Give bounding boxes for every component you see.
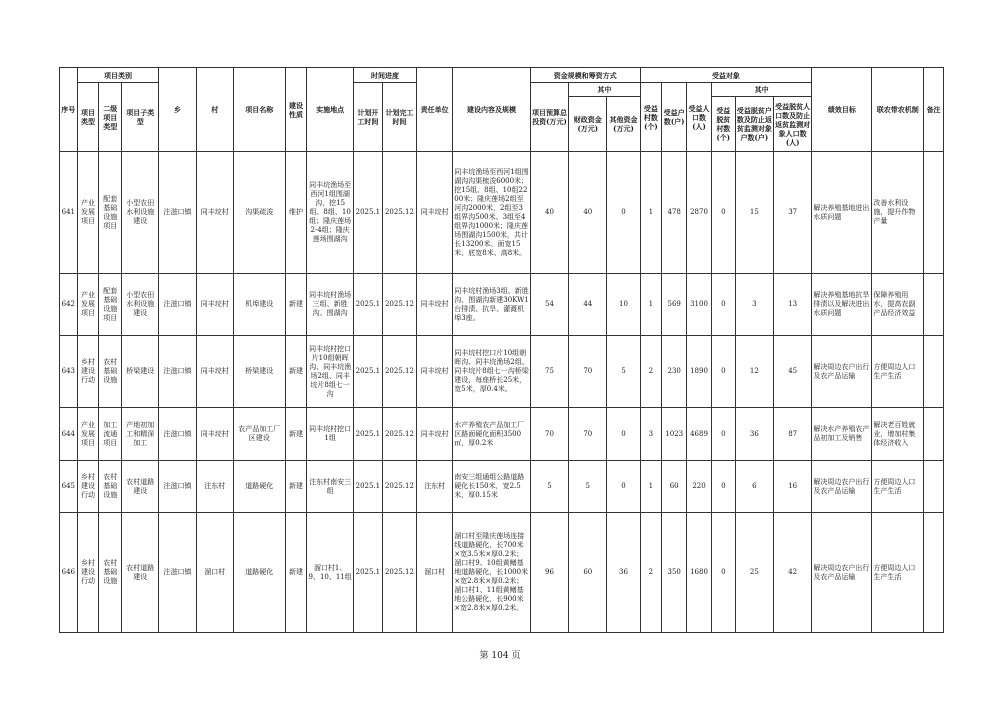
cell-poverty-villages: 0 [711, 461, 735, 513]
cell-location: 同丰垸村挖口1组 [307, 408, 354, 461]
cell-remark [924, 408, 944, 461]
cell-linkage: 方便周边人口生产生活 [872, 513, 924, 633]
cell-start: 2025.1 [353, 461, 382, 513]
project-table [59, 67, 944, 633]
cell-poverty-villages: 0 [711, 336, 735, 408]
cell-poverty-villages: 0 [711, 408, 735, 461]
cell-poverty-population: 45 [774, 336, 812, 408]
cell-benefit-population: 220 [687, 461, 712, 513]
cell-project-name: 桥梁建设 [233, 336, 285, 408]
cell-village: 同丰垸村 [196, 408, 233, 461]
cell-nature: 新建 [285, 513, 307, 633]
header-benefit-population: 受益人口数(人) [687, 83, 712, 152]
header-project-name: 项目名称 [233, 68, 285, 152]
cell-goal: 解决养殖基地进出水质问题 [812, 152, 872, 274]
table-row [60, 513, 944, 633]
cell-benefit-population: 4689 [687, 408, 712, 461]
cell-benefit-households: 60 [662, 461, 687, 513]
cell-nature: 维护 [285, 152, 307, 274]
page-number: 第 104 页 [479, 651, 521, 661]
cell-remark [924, 513, 944, 633]
cell-seq: 645 [60, 461, 78, 513]
cell-poverty-households: 15 [735, 152, 773, 274]
cell-project-type: 乡村建设行动 [77, 461, 99, 513]
cell-project-name: 沟渠疏浚 [233, 152, 285, 274]
cell-poverty-households: 6 [735, 461, 773, 513]
cell-other: 10 [607, 274, 640, 336]
cell-end: 2025.12 [382, 274, 416, 336]
cell-village: 同丰垸村 [196, 152, 233, 274]
cell-township: 注滋口镇 [159, 336, 196, 408]
cell-sub-type: 小型农田水利设施建设 [122, 274, 159, 336]
cell-remark [924, 336, 944, 408]
header-remarks: 备注 [924, 68, 944, 152]
cell-poverty-households: 12 [735, 336, 773, 408]
cell-poverty-villages: 0 [711, 513, 735, 633]
cell-project-name: 机埠建设 [233, 274, 285, 336]
cell-township: 注滋口镇 [159, 461, 196, 513]
cell-seq: 644 [60, 408, 78, 461]
cell-end: 2025.12 [382, 513, 416, 633]
cell-content: 水产养殖农产品加工厂区路面硬化面积3500㎡，厚0.2米 [453, 408, 531, 461]
cell-seq: 641 [60, 152, 78, 274]
cell-poverty-population: 16 [774, 461, 812, 513]
cell-nature: 新建 [285, 336, 307, 408]
cell-township: 注滋口镇 [159, 408, 196, 461]
header-village: 村 [196, 68, 233, 152]
header-content-scale: 建设内容及规模 [453, 68, 531, 152]
cell-end: 2025.12 [382, 336, 416, 408]
cell-benefit-households: 350 [662, 513, 687, 633]
cell-poverty-villages: 0 [711, 274, 735, 336]
cell-benefit-households: 1023 [662, 408, 687, 461]
cell-secondary-type: 配套基础设施项目 [99, 152, 122, 274]
cell-linkage: 方便周边人口生产生活 [872, 461, 924, 513]
header-funding: 资金规模和筹资方式 [530, 68, 640, 83]
cell-project-name: 道路硬化 [233, 461, 285, 513]
cell-sub-type: 农村道路建设 [122, 513, 159, 633]
cell-benefit-population: 3100 [687, 274, 712, 336]
cell-benefit-population: 1680 [687, 513, 712, 633]
cell-budget: 40 [530, 152, 568, 274]
cell-poverty-population: 13 [774, 274, 812, 336]
cell-unit: 同丰垸村 [417, 336, 453, 408]
cell-start: 2025.1 [353, 513, 382, 633]
cell-secondary-type: 农村基础设施 [99, 461, 122, 513]
header-project-category: 项目类别 [77, 68, 159, 83]
cell-content: 溜口村至隆庆莲场连接线道路硬化，长700米×宽3.5米×厚0.2米； 溜口村9、10组黄鳝基地道路硬化，长1000米×宽2.8米×厚0.2米； 溜口村1、11组黄鳝基地公路硬化，长900米×宽2.8米×厚0.2米。 [453, 513, 531, 633]
cell-secondary-type: 配套基础设施项目 [99, 274, 122, 336]
cell-project-type: 产业发展项目 [77, 408, 99, 461]
cell-benefit-population: 2870 [687, 152, 712, 274]
cell-unit: 溜口村 [417, 513, 453, 633]
cell-secondary-type: 农村基础设施 [99, 513, 122, 633]
header-beneficiary: 受益对象 [640, 68, 812, 83]
cell-village: 溜口村 [196, 513, 233, 633]
cell-benefit-villages: 1 [640, 152, 662, 274]
table-row [60, 152, 944, 274]
cell-fiscal: 60 [569, 513, 607, 633]
cell-other: 5 [607, 336, 640, 408]
cell-seq: 643 [60, 336, 78, 408]
cell-goal: 解决养殖基地抗旱排渍以及解决进出水质问题 [812, 274, 872, 336]
cell-village: 同丰垸村 [196, 336, 233, 408]
cell-village: 同丰垸村 [196, 274, 233, 336]
header-goal: 绩效目标 [812, 68, 872, 152]
header-poverty-villages: 受益脱贫村数(个) [711, 97, 735, 152]
cell-location: 注东村南安三组 [307, 461, 354, 513]
cell-sub-type: 农村道路建设 [122, 461, 159, 513]
header-linkage: 联农带农机制 [872, 68, 924, 152]
cell-benefit-households: 230 [662, 336, 687, 408]
cell-poverty-households: 25 [735, 513, 773, 633]
cell-budget: 54 [530, 274, 568, 336]
header-secondary-type: 二级项目类型 [99, 83, 122, 152]
cell-village: 注东村 [196, 461, 233, 513]
cell-poverty-households: 36 [735, 408, 773, 461]
header-planned-start: 计划开工时间 [353, 83, 382, 152]
cell-end: 2025.12 [382, 408, 416, 461]
cell-benefit-villages: 2 [640, 336, 662, 408]
cell-fiscal: 70 [569, 336, 607, 408]
cell-budget: 5 [530, 461, 568, 513]
cell-goal: 解决周边农户出行及农产品运输 [812, 461, 872, 513]
cell-fiscal: 5 [569, 461, 607, 513]
header-township: 乡 [159, 68, 196, 152]
header-other-funds: 其他资金(万元) [607, 97, 640, 152]
cell-secondary-type: 加工流通项目 [99, 408, 122, 461]
cell-linkage: 改善水利设施，提升作物产量 [872, 152, 924, 274]
cell-unit: 同丰垸村 [417, 408, 453, 461]
cell-sub-type: 桥梁建设 [122, 336, 159, 408]
cell-project-name: 道路硬化 [233, 513, 285, 633]
cell-fiscal: 44 [569, 274, 607, 336]
cell-benefit-villages: 2 [640, 513, 662, 633]
cell-location: 同丰垸村渔场三组、新胜沟、围湖沟 [307, 274, 354, 336]
cell-nature: 新建 [285, 408, 307, 461]
cell-budget: 70 [530, 408, 568, 461]
cell-other: 0 [607, 461, 640, 513]
cell-benefit-households: 478 [662, 152, 687, 274]
cell-poverty-population: 42 [774, 513, 812, 633]
cell-start: 2025.1 [353, 336, 382, 408]
cell-township: 注滋口镇 [159, 152, 196, 274]
table-row [60, 274, 944, 336]
cell-benefit-households: 569 [662, 274, 687, 336]
cell-benefit-villages: 1 [640, 274, 662, 336]
cell-project-type: 产业发展项目 [77, 152, 99, 274]
cell-seq: 642 [60, 274, 78, 336]
header-poverty-households: 受益脱贫户数及防止返贫监测对象户数(户) [735, 97, 773, 152]
cell-township: 注滋口镇 [159, 274, 196, 336]
cell-nature: 新建 [285, 461, 307, 513]
cell-content: 同丰垸渔场至西河1组围湖沟沟渠梳浚6000米；挖15组、8组、10组2200米；隆庆莲场2组至河沟2000米，2组至3组界沟500米、3组至4组界沟1000米；隆庆莲场围湖沟1500米，共计长13200米、面宽15米、底宽8米、高8米。 [453, 152, 531, 274]
cell-remark [924, 152, 944, 274]
cell-fiscal: 40 [569, 152, 607, 274]
header-beneficiary-of-which: 其中 [711, 83, 811, 97]
cell-project-name: 农产品加工厂区建设 [233, 408, 285, 461]
cell-nature: 新建 [285, 274, 307, 336]
cell-poverty-households: 3 [735, 274, 773, 336]
cell-location: 同丰垸渔场至西河1组围湖沟，挖15组、8组、10组；隆庆莲场2-4组；隆庆莲场围湖沟 [307, 152, 354, 274]
cell-goal: 解决周边农户出行及农产品运输 [812, 513, 872, 633]
header-location: 实施地点 [307, 68, 354, 152]
cell-start: 2025.1 [353, 408, 382, 461]
cell-project-type: 产业发展项目 [77, 274, 99, 336]
cell-content: 南安三组通组公路道路硬化长150米，宽2.5米，厚0.15米 [453, 461, 531, 513]
header-budget-total: 项目预算总投资(万元) [530, 83, 568, 152]
header-planned-finish: 计划完工时间 [382, 83, 416, 152]
header-sub-type: 项目子类型 [122, 83, 159, 152]
cell-goal: 解决周边农户出行及农产品运输 [812, 336, 872, 408]
cell-start: 2025.1 [353, 152, 382, 274]
cell-sub-type: 产地初加工和精深加工 [122, 408, 159, 461]
cell-unit: 同丰垸村 [417, 152, 453, 274]
table-row [60, 461, 944, 513]
cell-budget: 96 [530, 513, 568, 633]
cell-seq: 646 [60, 513, 78, 633]
cell-unit: 注东村 [417, 461, 453, 513]
cell-location: 同丰垸村挖口片10组朝晖沟、同丰垸渔场2组、同丰垸片8组七一沟 [307, 336, 354, 408]
cell-end: 2025.12 [382, 152, 416, 274]
header-poverty-population: 受益脱贫人口数及防止返贫监测对象人口数(人) [774, 97, 812, 152]
cell-benefit-villages: 1 [640, 461, 662, 513]
cell-project-type: 乡村建设行动 [77, 336, 99, 408]
table-row [60, 408, 944, 461]
cell-location: 溜口村1、9、10、11组 [307, 513, 354, 633]
header-fiscal-funds: 财政资金(万元) [569, 97, 607, 152]
cell-goal: 解决水产养殖农产品初加工及销售 [812, 408, 872, 461]
cell-benefit-villages: 3 [640, 408, 662, 461]
cell-other: 0 [607, 408, 640, 461]
table-row [60, 336, 944, 408]
cell-poverty-population: 37 [774, 152, 812, 274]
cell-project-type: 乡村建设行动 [77, 513, 99, 633]
cell-linkage: 方便周边人口生产生活 [872, 336, 924, 408]
cell-content: 同丰垸村渔场3组、新胜沟、围湖沟新建30KW1台排渍、抗旱、灌溉机埠3座。 [453, 274, 531, 336]
cell-poverty-villages: 0 [711, 152, 735, 274]
cell-sub-type: 小型农田水利设施建设 [122, 152, 159, 274]
header-seq: 序号 [60, 68, 78, 152]
cell-linkage: 解决老百姓就业，增加村集体经济收入 [872, 408, 924, 461]
header-benefit-households: 受益户数(户) [662, 83, 687, 152]
cell-secondary-type: 农村基础设施 [99, 336, 122, 408]
cell-remark [924, 461, 944, 513]
cell-end: 2025.12 [382, 461, 416, 513]
cell-poverty-population: 87 [774, 408, 812, 461]
cell-fiscal: 70 [569, 408, 607, 461]
cell-linkage: 保障养殖用水，提高农副产品经济效益 [872, 274, 924, 336]
cell-content: 同丰垸村挖口片10组朝晖沟、同丰垸渔场2组、同丰垸片8组七一沟桥梁建设，每座桥长25米，宽5米，厚0.4米。 [453, 336, 531, 408]
cell-start: 2025.1 [353, 274, 382, 336]
header-responsible-unit: 责任单位 [417, 68, 453, 152]
header-time-progress: 时间进度 [353, 68, 416, 83]
cell-remark [924, 274, 944, 336]
cell-unit: 同丰垸村 [417, 274, 453, 336]
header-funding-of-which: 其中 [569, 83, 640, 97]
cell-other: 0 [607, 152, 640, 274]
header-construction-nature: 建设性质 [285, 68, 307, 152]
cell-budget: 75 [530, 336, 568, 408]
cell-other: 36 [607, 513, 640, 633]
header-benefit-villages: 受益村数(个) [640, 83, 662, 152]
cell-township: 注滋口镇 [159, 513, 196, 633]
header-project-type: 项目类型 [77, 83, 99, 152]
cell-benefit-population: 1890 [687, 336, 712, 408]
